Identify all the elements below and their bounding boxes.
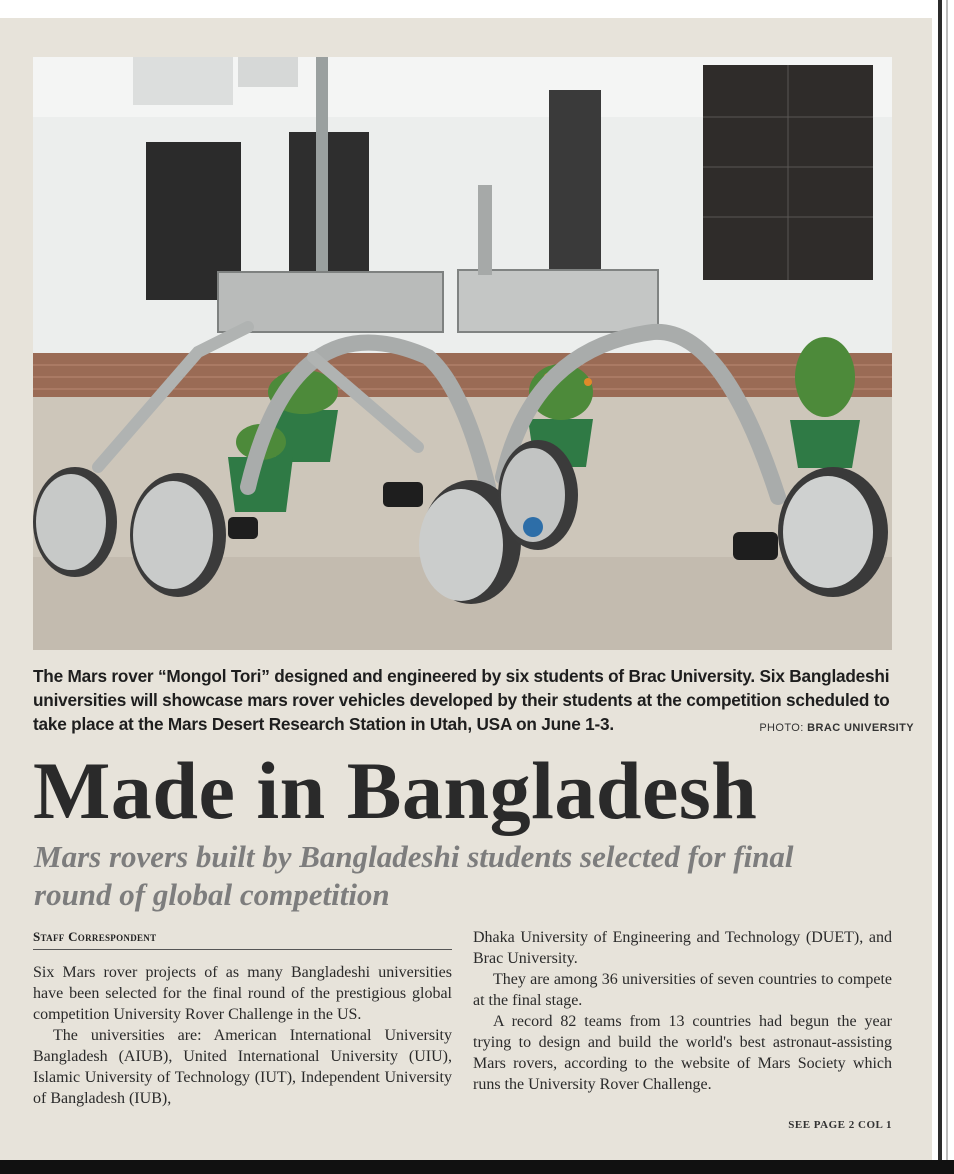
article-column-2 [473, 927, 892, 1095]
article-column-1 [33, 962, 452, 1109]
credit-source: BRAC UNIVERSITY [807, 722, 914, 734]
headline: Made in Bangladesh [33, 745, 758, 836]
bottom-bar [0, 1160, 954, 1174]
rover-photo [33, 57, 892, 650]
byline-divider [33, 949, 452, 950]
paragraph-1: Six Mars rover projects of as many Bangladeshi universities have been selected for the final round of the prestigious global competition University Rover Challenge in the US. [33, 964, 452, 1023]
photo-caption: The Mars rover “Mongol Tori” designed and engineered by six students of Brac University. Six Bangladeshi universities will showcase mars rover vehicles developed by their students at the competition scheduled to take place at the Mars Desert Research Station in Utah, USA on June 1-3. [33, 666, 890, 734]
column-rule [938, 0, 942, 1160]
credit-prefix: PHOTO: [759, 722, 804, 734]
paragraph-4: They are among 36 universities of seven countries to compete at the final stage. [473, 971, 892, 1009]
photo-credit [759, 722, 914, 734]
paragraph-5: A record 82 teams from 13 countries had begun the year trying to design and build the world's best astronaut-assisting Mars rovers, according to the website of Mars Society which runs the University Rover Challenge. [473, 1013, 892, 1093]
subheadline: Mars rovers built by Bangladeshi students selected for final round of global competition [34, 839, 794, 912]
paragraph-3: Dhaka University of Engineering and Technology (DUET), and Brac University. [473, 929, 892, 967]
continuation-link[interactable]: SEE PAGE 2 COL 1 [788, 1119, 892, 1131]
column-rule-secondary [946, 0, 948, 1160]
byline: Staff Correspondent [33, 929, 157, 944]
paragraph-2: The universities are: American International University Bangladesh (AIUB), United International University (UIU), Islamic University of Technology (IUT), Independent University of Bangladesh (IUB), [33, 1027, 452, 1107]
